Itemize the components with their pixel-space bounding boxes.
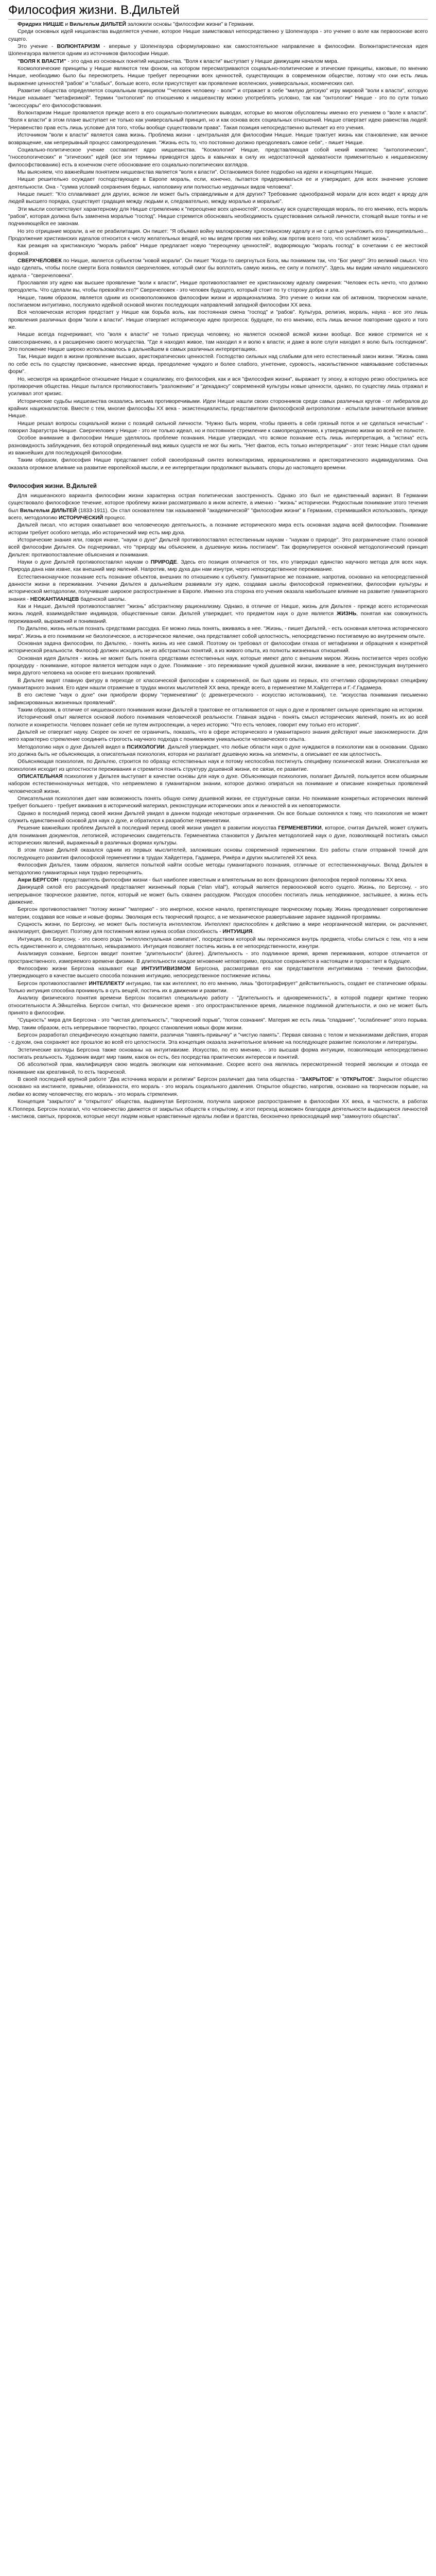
text-run: Анализируя сознание, Бергсон вводит понятие "длительности" (duree). Длительность - это подлинное время, время переживания, которое отличается от пространственного, измеряемого времени физики. В длительности каждое мгновение неповторимо, прошлое сохраняется в настоящем и прорастает в будущее. bbox=[8, 951, 428, 964]
body-paragraph bbox=[8, 559, 428, 574]
bold-term: Вильгельм ДИЛЬТЕЙ bbox=[20, 507, 77, 514]
text-run: Сущность жизни, по Бергсону, не может быть постигнута интеллектом. Интеллект приспособлен к действию в мире неорганической материи, он расчленяет, анализирует, фиксирует. Поэтому для постижения жизни нужна особая способность - bbox=[8, 921, 428, 935]
text-run: интуицию, так как интеллект, по его мнению, лишь "фотографирует" действительность, создает ее статические образы. Только интуиция способна проникнуть в суть вещей, постичь их в движении и развитии. bbox=[8, 980, 428, 994]
bold-term: ИСТОРИЧЕСКИЙ bbox=[59, 515, 103, 521]
text-run: Основная идея Дильтея - жизнь не может быть понята средствами естественных наук, которые имеют дело с внешним миром. Жизнь постигается через особую процедуру - понимание, которое является методом наук о духе. Понимание - это переживание чужой душевной жизни, вживание в нее, реконструкция внутреннего мира другого человека на основе его внешних проявлений. bbox=[8, 655, 428, 676]
body-paragraph bbox=[8, 228, 428, 243]
document-page bbox=[0, 0, 436, 1157]
body-paragraph bbox=[8, 936, 428, 951]
text-run: Ницше, таким образом, является одним из основоположников философии жизни и иррационализма. Это учение о жизни как об активном, творческом начале, постигаемом интуитивно, послужило идейной основой многих последующих направлений западной философии ХХ века. bbox=[8, 295, 428, 309]
body-paragraph bbox=[8, 169, 428, 176]
text-run: Развитие общества определяется социальным принципом ""человек человеку - волк"" и отражает в себе "милую детскую" игру мировой "воли к власти", которую Ницше называет "метафизикой". Термин "онтология" по отношению к ницшеанству можно употреблять условно, так как "онтологии" Ницше - это по сути только "аксессуары" его философствования. bbox=[8, 88, 428, 109]
text-run: Источником "воли к власти" является сама жизнь. Проблема жизни - центральная для философии Ницше. Ницше трактует жизнь как становление, как вечное возвращение, как непрерывный процесс самопреодоления. "Жизнь есть то, что постоянно должно преодолевать самое себя", - пишет Ницше. bbox=[8, 132, 428, 146]
bold-term: ПСИХОЛОГИИ bbox=[127, 744, 165, 750]
text-run: Описательная психология дает нам возможность понять общую схему душевной жизни, ее структурные связи. Но понимание конкретных исторических явлений требует большего - требует вживания в исторический материал, реконструкции исторических эпох и личностей в их неповторимости. bbox=[8, 796, 428, 809]
body-paragraph bbox=[8, 295, 428, 310]
text-run: - это одна из основных понятий ницшеанства. "Воля к власти" выступает у Ницше движущим началом мира. bbox=[66, 58, 339, 64]
body-paragraph bbox=[8, 88, 428, 110]
text-run: Как и Ницше, Дильтей противопоставляет "жизнь" абстрактному рационализму. Однако, в отличие от Ницше, жизнь для Дильтея - прежде всего историческая жизнь людей, взаимодействие индивидов, общественные связи. Дильтей утверждает, что предметом наук о духе является bbox=[8, 604, 428, 617]
body-paragraph bbox=[8, 309, 428, 331]
text-run: Движущей силой его рассуждений представляет жизненный порыв ("elan vital"), который является первоосновой всего сущего. Жизнь, по Бергсону, - это непрерывное творческое развитие, поток, который не может быть схвачен рассудком. Рассудок способен постигать лишь неподвижное, застывшее, а жизнь есть движение. bbox=[8, 885, 428, 905]
body-paragraph bbox=[8, 980, 428, 995]
body-paragraph bbox=[8, 1076, 428, 1098]
page-title: Философия жизни. В.Дильтей bbox=[8, 3, 428, 20]
body-paragraph bbox=[8, 43, 428, 58]
body-paragraph bbox=[8, 398, 428, 420]
body-paragraph bbox=[8, 640, 428, 655]
text-run: Философия Дильтея, таким образом, является попыткой найти особые методы гуманитарного познания, отличные от естественнонаучных. Вклад Дильтея в методологию гуманитарных наук трудно переоценить. bbox=[8, 862, 428, 876]
text-run: "Сущность" мира для Бергсона - это "чистая длительность", "творческий порыв", "поток сознания". Материя же есть лишь "спадание", "ослабление" этого порыва. Мир, таким образом, есть непрерывное творчество, процесс становления новых форм жизни. bbox=[8, 1018, 428, 1031]
bold-term: НЕОКАНТИАНЦЕВ bbox=[30, 596, 79, 602]
text-run: Анализу физического понятия времени Бергсон посвятил специальную работу - "Длительность и одновременность", в которой подверг критике теорию относительности А.Эйнштейна. Бергсон считал, что физическое время - это опространствленное время, лишенное подлинной длительности, и оно не может быть принято в философии. bbox=[8, 995, 428, 1016]
bold-term: Анри БЕРГСОН bbox=[18, 877, 59, 883]
text-run: Космологические принципы у Ницше являются тем фоном, на котором пересматриваются социально-политические и этические принципы, каковые, по мнению Ницше, необходимо было бы пересмотреть. Ницше требует переоценки всех ценностей, существующих в современном обществе, потому что они есть лишь выражение ценностей "рабов" и "слабых", больше всего, если присутствует как проявление вселенских, универсальных, космических сил. bbox=[8, 66, 428, 87]
body-paragraph bbox=[8, 132, 428, 147]
text-run: Социально-политическое учение составляет ядро ницшеанства. "Космология" Ницше, представляющая собой некий комплекс "антологических", "гносеологических" и "этических" идей (все эти термины приводятся здесь в кавычках в силу их недостаточной адекватности применительно к ницшеанскому философствованию) есть в конечном счете обоснование его социально-политических взглядов. bbox=[8, 147, 428, 168]
text-run: процесс. bbox=[103, 515, 127, 521]
body-paragraph bbox=[8, 884, 428, 906]
bold-term: ЗАКРЫТОЕ bbox=[302, 1077, 332, 1083]
text-run: и bbox=[63, 22, 70, 27]
text-run: Эти мысли соответствуют характерному для Ницше стремлению к "переоценке всех ценностей", поскольку вся существующая мораль, по его мнению, есть мораль "рабов", которая должна быть заменена моралью "господ". Ницше стремится обосновать необходимость существования сильной личности, стоящей выше толпы и не подчиняющейся ее законам. bbox=[8, 206, 428, 227]
text-run: По Дильтею, жизнь нельзя познать средствами рассудка. Ее можно лишь понять, вживаясь в нее. "Жизнь, - пишет Дильтей, - есть основная клеточка исторического мира". Жизнь в его понимании не биологическое, а историческое явление, она представляет собой целостность, непосредственно постигаемую во внутреннем опыте. bbox=[8, 626, 428, 639]
text-run: Это учение - bbox=[18, 44, 57, 50]
text-run: Основная задача философии, по Дильтею, - понять жизнь из нее самой. Поэтому он требовал от философии отказа от метафизики и обращения к конкретной исторической реальности. Философ должен исходить не из абстрактных понятий, а из живого опыта, из полноты жизненных отношений. bbox=[8, 640, 428, 654]
bold-term: Вильгельм ДИЛЬТЕЙ bbox=[69, 22, 126, 27]
body-paragraph bbox=[8, 1032, 428, 1047]
body-paragraph bbox=[8, 176, 428, 191]
body-paragraph bbox=[8, 537, 428, 559]
body-paragraph bbox=[8, 191, 428, 206]
text-run: , понятая как совокупность переживаний, выражений и пониманий. bbox=[8, 611, 428, 624]
body-paragraph bbox=[8, 877, 428, 884]
text-run: психология у Дильтея выступает в качестве основы для наук о духе. Объясняющая психология, полагает Дильтей, пользуется всем обширным набором естественнонаучных методов, что неприемлемо в гуманитарном знании, которое должно опираться на понимание и описание конкретных проявлений человеческой жизни. bbox=[8, 774, 428, 794]
text-run: Исторические судьбы ницшеанства оказались весьма противоречивыми. Идеи Ницше нашли своих сторонников среди самых различных кругов - от либералов до крайних националистов. Вместе с тем, многие философы ХХ века - экзистенциалисты, представители философской антропологии - испытали значительное влияние Ницше. bbox=[8, 398, 428, 419]
text-run: Среди основных идей ницшеанства выделяется учение, которое Ницше заимствовал непосредственно у Шопенгауэра - это учение о воле как первооснове всего сущего. bbox=[8, 29, 428, 42]
body-paragraph bbox=[8, 707, 428, 714]
text-run: Прославляя эту идею как высшее проявление "воли к власти", Ницше противопоставляет ее христианскому идеалу смирения: "Человек есть нечто, что должно преодолеть. Что сделали вы, чтобы превзойти его?" Сверхчеловек - это человек будущего, который стоит по ту сторону добра и зла. bbox=[8, 280, 428, 294]
body-paragraph bbox=[8, 825, 428, 847]
bold-term: ИНТУИТИВИЗМОМ bbox=[141, 965, 191, 972]
body-paragraph bbox=[8, 574, 428, 603]
body-paragraph bbox=[8, 353, 428, 376]
text-run: Исторические знания или, говоря иначе, "науки о духе" Дильтей противопоставлял естественным наукам - "наукам о природе". Это разграничение стало основой всей философии Дильтея. Он подчеркивал, что "природу мы объясняем, а душевную жизнь постигаем". Так формулируется основной методологический принцип Дильтея: противопоставление объяснения и понимания. bbox=[8, 537, 428, 558]
section-heading: Философия жизни. В.Дильтей bbox=[8, 483, 97, 489]
text-run: В Дильтее видят главную фигуру в переходе от классической философии к современной, он был одним из первых, кто отчетливо сформулировал специфику гуманитарного знания. Его идеи нашли отражение в трудах многих мыслителей ХХ века, прежде всего, в герменевтике М.Хайдеггера и Г.-Г.Гадамера. bbox=[8, 677, 428, 691]
text-run: Таким образом, философия Ницше представляет собой своеобразный синтез волюнтаризма, иррационализма и аристократического индивидуализма. Она оказала огромное влияние на развитие европейской мысли, и ее интерпретации продолжают вызывать споры до настоящего времени. bbox=[8, 457, 428, 471]
body-paragraph bbox=[8, 147, 428, 169]
body-paragraph bbox=[8, 714, 428, 729]
body-paragraph bbox=[8, 810, 428, 825]
text-run: В его системе "наук о духе" они приобрели форму "герменевтики" (с древнегреческого - искусство истолкования), т.е. "искусства понимания письменно зафиксированных жизненных проявлений". bbox=[8, 692, 428, 706]
body-paragraph bbox=[8, 692, 428, 707]
body-paragraph bbox=[8, 921, 428, 936]
body-paragraph bbox=[8, 655, 428, 677]
text-run: Об абсолютной прав, квалифицируя свою модель эволюции как непонимание. Скорее всего она являлась пересмотренной теорией эволюции и отсюда ее понимание как креативной, то есть творческой. bbox=[8, 1062, 428, 1075]
body-paragraph bbox=[8, 522, 428, 537]
text-run: " и " bbox=[332, 1077, 343, 1083]
text-run: Методологию наук о духе Дильтей видел в bbox=[18, 744, 127, 750]
body-paragraph bbox=[8, 795, 428, 810]
text-run: (1833-1911). Он стал основателем так называемой "академической" "философии жизни" в Германии, стремившийся использовать, прежде всего, методологию bbox=[8, 507, 428, 521]
body-paragraph bbox=[8, 243, 428, 258]
text-run: Ницше решительно осуждает господствующее в Европе мораль, если, конечно, пытается придерживаться ее и утверждает, для всех значение условие деятельности. Она - "сумма условий сохранения бедных, наполовину или полностью неудачных видов человека". bbox=[8, 177, 428, 190]
text-run: Мы выясняем, что важнейшим понятием ницшеанства является "воля к власти". Остановимся более подробно на идеях и концепциях Ницше. bbox=[18, 169, 374, 175]
body-paragraph bbox=[8, 435, 428, 457]
text-run: Естественнонаучное познание есть познание объектов, внешних по отношению к субъекту. Гуманитарное же познание, напротив, основано на непосредственной данности жизни в переживании. Ученики Дильтея в дальнейшем развивали эту идею, создавая школы философской герменевтики, философии культуры и исторической методологии, получившие широкое распространение в Европе. Именно эта сторона его учения оказала наибольшее влияние на развитие гуманитарного знания - bbox=[8, 574, 428, 602]
nietzsche-section-body bbox=[8, 21, 428, 472]
body-paragraph bbox=[8, 21, 428, 28]
text-run: Концепция "закрытого" и "открытого" общества, выдвинутая Бергсоном, получила широкое распространение в философии ХХ века, в частности, в работах К.Поппера. Бергсон полагал, что человечество движется от закрытых обществ к открытому, и этот переход возможен благодаря деятельности выдающихся личностей - мистиков, святых, пророков, которые несут людям новые нравственные идеалы любви и братства, бесконечно превосходящий мир "замкнутого общества". bbox=[8, 1099, 428, 1120]
bold-term: ИНТЕЛЛЕКТУ bbox=[89, 980, 125, 987]
text-run: Бергсон противопоставляет bbox=[18, 980, 89, 987]
text-run: . Здесь его позиция отличается от тех, кто утверждал единство научного метода для всех наук. Природа дана нам извне, как внешний мир явлений. Напротив, мир духа дан нам изнутри, через непосредственное переживание. bbox=[8, 560, 428, 573]
text-run: Эстетические взгляды Бергсона также основаны на интуитивизме. Искусство, по его мнению, - это высшая форма интуиции, позволяющая непосредственно постигать реальность. Художник видит мир таким, каков он есть, без посредства практических интересов и понятий. bbox=[8, 1047, 428, 1061]
body-paragraph bbox=[8, 862, 428, 877]
bold-term: СВЕРХЧЕЛОВЕК bbox=[18, 258, 62, 264]
text-run: В этом плане Дильтей оказался одним из первых мыслителей, заложивших основы современной герменевтики. Его работы стали отправной точкой для последующего развития философской герменевтики в трудах Хайдеггера, Гадамера, Рикёра и других мыслителей ХХ века. bbox=[8, 848, 428, 861]
bold-term: ОТКРЫТОЕ bbox=[342, 1077, 373, 1083]
text-run: - впервые у Шопенгауэра сформулировано как самостоятельное направление в философии. Волюнтаристическая идея Шопенгауэра является одним из источников философии Ницше. bbox=[8, 44, 428, 57]
text-run: заложили основы "философии жизни" в Германии. bbox=[126, 22, 254, 27]
body-paragraph bbox=[8, 1098, 428, 1121]
bold-term: ПРИРОДЕ bbox=[150, 560, 177, 566]
text-run: Философию жизни Бергсона называют еще bbox=[18, 965, 142, 972]
body-paragraph bbox=[8, 457, 428, 472]
text-run: ". Закрытое общество основано на инстинкте, привычке, обязанности, его мораль - это мораль социального давления. Открытое общество, напротив, основано на творческом порыве, на любви ко всему человечеству, его мораль - это мораль стремления. bbox=[8, 1077, 428, 1097]
bold-term: ОПИСАТЕЛЬНАЯ bbox=[18, 774, 63, 780]
text-run: В своей последней крупной работе "Два источника морали и религии" Бергсон различает два типа общества - " bbox=[18, 1077, 302, 1083]
body-paragraph bbox=[8, 376, 428, 398]
text-run: Ницше всегда подчеркивает, что "воля к власти" не только присуща человеку, но является основой всякой жизни вообще. Все живое стремится не к самосохранению, а к расширению своего могущества. "Где я находил живое, там находил я и волю к власти; и даже в воле слуги находил я волю быть господином". Это положение Ницше широко использовалось в дальнейшем в самых различных интерпретациях. bbox=[8, 332, 428, 353]
body-paragraph bbox=[8, 625, 428, 640]
body-paragraph bbox=[8, 1047, 428, 1062]
body-paragraph bbox=[8, 258, 428, 280]
bold-term: ВОЛЮНТАРИЗМ bbox=[57, 44, 100, 50]
body-paragraph bbox=[8, 965, 428, 980]
body-paragraph bbox=[8, 28, 428, 43]
body-paragraph bbox=[8, 773, 428, 795]
text-run: Ницше пишет: "Кто сплавливает для других, всякое ли может быть справедливым и для других? Требование однообразной морали для всех ведет к вреду для людей высшего порядка, существует градация между людьми и, следовательно, между моралью и моралью". bbox=[8, 191, 428, 205]
text-run: Вся человеческая история предстает у Ницше как борьба воль, как постоянная смена "господ" и "рабов". Культура, религия, мораль, наука - все это лишь проявления различных форм "воли к власти". Ницше отвергает историческую идею прогресса: будущее, по его мнению, есть лишь вечное повторение одного и того же. bbox=[8, 310, 428, 331]
text-run: Дильтей не отвергает науку. Скорее он хочет ее ограничить, показать, что в сфере исторического и гуманитарного знания действуют иные закономерности. Для него характерно стремление соединить строгость научного подхода с пониманием уникальности человеческого опыта. bbox=[8, 729, 428, 743]
text-run: Особое внимание в философии Ницше уделялось проблеме познания. Ницше утверждал, что всякое познание есть лишь интерпретация, а "истина" есть разновидность заблуждения, без которой определенный вид живых существ не мог бы жить. "Нет фактов, есть только интерпретации" - этот тезис Ницше стал одним из важнейших для последующей философии. bbox=[8, 435, 428, 456]
bold-term: ЖИЗНЬ bbox=[336, 611, 357, 617]
body-paragraph bbox=[8, 603, 428, 625]
body-paragraph bbox=[8, 677, 428, 692]
text-run: Так, Ницше видел в жизни проявление высших, аристократических ценностей. Господство сильных над слабыми для него естественный закон жизни. "Жизнь сама по себе есть по существу присвоение, нанесение вреда, преодоление чуждого и более слабого, угнетение, суровость, насильственное навязывание собственных форм". bbox=[8, 354, 428, 375]
text-run: . Дильтей утверждает, что любые области наук о духе нуждаются в психологии как в основании. Однако это должна быть не объясняющая, а описательная психология, которая не разлагает душевную жизнь на элементы, а описывает ее как целостность. bbox=[8, 744, 428, 757]
text-run: Бергсон разработал специфическую концепцию памяти, различая "память-привычку" и "чистую память". Первая связана с телом и механизмами действия, вторая - с духом, она сохраняет все прошлое во всей его целостности. Эта концепция оказала значительное влияние на последующее развитие психологии и литературы. bbox=[8, 1032, 428, 1046]
text-run: Интуиция, по Бергсону, - это своего рода "интеллектуальная симпатия", посредством которой мы переносимся внутрь предмета, чтобы слиться с тем, что в нем есть единственного и, следовательно, невыразимого. Интуиция позволяет постичь жизнь в ее непосредственности, изнутри. bbox=[8, 936, 428, 950]
body-paragraph bbox=[8, 493, 428, 522]
text-run: Объясняющая психология, по Дильтею, строится по образцу естественных наук и потому неспособна постигнуть специфику психической жизни. Описательная же психология исходит из целостности переживания и стремится понять структуру душевной жизни, ее связи, ее развитие. bbox=[8, 759, 428, 772]
bold-term: ГЕРМЕНЕВТИКИ bbox=[278, 825, 322, 832]
body-paragraph bbox=[8, 280, 428, 295]
text-run: Но это отрицание морали, а не ее реабилитация. Он пишет: "Я объявил войну малокровному христианскому идеалу и не с целью уничтожить его принципиально... Продолжение христианских идеалов относится к числу желательных вещей, но мы ведем против них войну, как против всего того, что ослабляет жизнь". bbox=[8, 228, 428, 242]
text-run: Бергсона, рассматривая его как представителя интуитивизма - течения философии, утверждающего в качестве высшего способа познания интуицию, непосредственное постижение истины. bbox=[8, 965, 428, 979]
text-run: Ницше решал вопросы социальной жизни с позиций сильной личности. "Нужно быть морем, чтобы принять в себя грязный поток и не сделаться нечистым" - говорил Заратустра Ницше. Сверхчеловек у Ницше - это не только идеал, но и постоянное стремление к самопреодолению, к утверждению жизни во всей ее полноте. bbox=[8, 420, 428, 434]
dilthey-section-body bbox=[8, 493, 428, 1121]
body-paragraph bbox=[8, 206, 428, 228]
body-paragraph bbox=[8, 1017, 428, 1032]
text-run: , которое, считая Дильтей, может служить для понимания документов, летописей, исторических свидетельств. Герменевтика становится у Дильтея методологией наук о духе, позволяющей постигать смысл исторических явлений, выраженный в различных формах культуры. bbox=[8, 825, 428, 846]
text-run: Таким образом, в отличие от ницшеанского понимания жизни Дильтей в трактовке ее отталкивается от наук о духе и проявляет сильную ориентацию на историзм. bbox=[18, 707, 424, 713]
text-run: по Ницше, является субъектом "новой морали". Он пишет "Когда-то свергнуться Бога, мы понимаем так, что "Бог умер!" Это великий смысл. Что надо сделать, чтобы после смерти Бога появился сверхчеловек, который смог бы воплотить самую жизнь, ее силу и полноту". Здесь мы видим начало ницшеанского идеала - "сверхчеловека". bbox=[8, 258, 428, 279]
text-run: Решение важнейших проблем Дильтей в последний период своей жизни увидел в развитии искусства bbox=[18, 825, 278, 832]
body-paragraph bbox=[8, 758, 428, 773]
body-paragraph bbox=[8, 729, 428, 744]
body-paragraph bbox=[8, 906, 428, 921]
text-run: . bbox=[252, 929, 254, 935]
body-paragraph bbox=[8, 65, 428, 88]
section-spacer bbox=[8, 472, 428, 479]
text-run: Однако в последний период своей жизни Дильтей увидел в данном подходе некоторые ограничения. Он все больше склонялся к тому, что психология не может служить единственной основой для наук о духе, и обратился к разработке герменевтики. bbox=[8, 810, 428, 824]
text-run: - представитель философии жизни - был наиболее известным и влиятельным во всех французских философов первой половины ХХ века. bbox=[58, 877, 408, 883]
text-run: Как реакция на христианскую "мораль рабов" Ницше предлагает новую "переоценку ценностей", водворяющую "мораль господ" в сочетании с ее жестокой формой. bbox=[8, 243, 428, 257]
body-paragraph bbox=[8, 420, 428, 435]
text-run: Науки о духе Дильтей противопоставлял наукам о bbox=[18, 560, 151, 566]
body-paragraph bbox=[8, 110, 428, 132]
text-run: Дильтей писал, что история охватывает всю человеческую деятельность, а познание исторического мира есть основная задача всей философии. Понимание истории требует особого метода, ибо исторический мир есть мир духа. bbox=[8, 522, 428, 536]
bold-term: "ВОЛЯ К ВЛАСТИ" bbox=[18, 58, 66, 64]
body-paragraph bbox=[8, 951, 428, 965]
text-run: Исторический опыт является основой любого понимания человеческой реальности. Главная задача - понять смысл исторических явлений, понять их во всей полноте и конкретности. Человек познает себя не путем интроспекции, а через историю: "Что есть человек, говорит ему только его история". bbox=[8, 715, 428, 728]
body-paragraph bbox=[8, 1061, 428, 1076]
page-bottom-space bbox=[8, 1121, 428, 1141]
body-paragraph bbox=[8, 331, 428, 353]
text-run: Но, несмотря на враждебное отношение Ницше к социализму, его философия, как и вся "философия жизни", выражает ту эпоху, в которую резко обострились все противоречия общества. Ницше пытался противопоставить "разложению" и "декадансу" современной культуры новые ценности, однако, по существу лишь отражал и усиливал этот кризис. bbox=[8, 376, 428, 397]
body-paragraph bbox=[8, 847, 428, 862]
text-run: баденской школы. bbox=[79, 596, 126, 602]
bold-term: Фридрих НИЦШЕ bbox=[18, 22, 64, 27]
body-paragraph bbox=[8, 744, 428, 759]
bold-term: ИНТУИЦИЯ bbox=[222, 929, 253, 935]
text-run: Волюнтаризм Ницше проявляется прежде всего в его социально-политических выводах, которые во многом обусловлены именно его учением о "воле к власти". "Воля к власти" в этом плане выступает не только как универсальный принцип, но и как основа всех социальных отношений. Ницше отвергает идею равенства людей: "Неравенство прав есть лишь условие для того, чтобы вообще существовали права". Такая позиция непосредственно вытекает из его учения. bbox=[8, 110, 428, 131]
text-run: Для ницшеанского варианта философии жизни характерна острая политическая заостренность. Однако это был не единственный вариант. В Германии существовало философское течение, которое проблему жизни рассматривало в ином аспекте, а именно - "жизнь" исторически. Редкостным понимание этого течения был bbox=[8, 493, 428, 514]
body-paragraph bbox=[8, 995, 428, 1017]
body-paragraph bbox=[8, 58, 428, 65]
text-run: Бергсон противопоставляет "потоку жизни" "материю" - это инертное, косное начало, препятствующее творческому порыву. Жизнь преодолевает сопротивление материи, создавая все новые и новые формы. Эволюция есть творческий процесс, а не механическое развертывание заранее заданной программы. bbox=[8, 907, 428, 920]
